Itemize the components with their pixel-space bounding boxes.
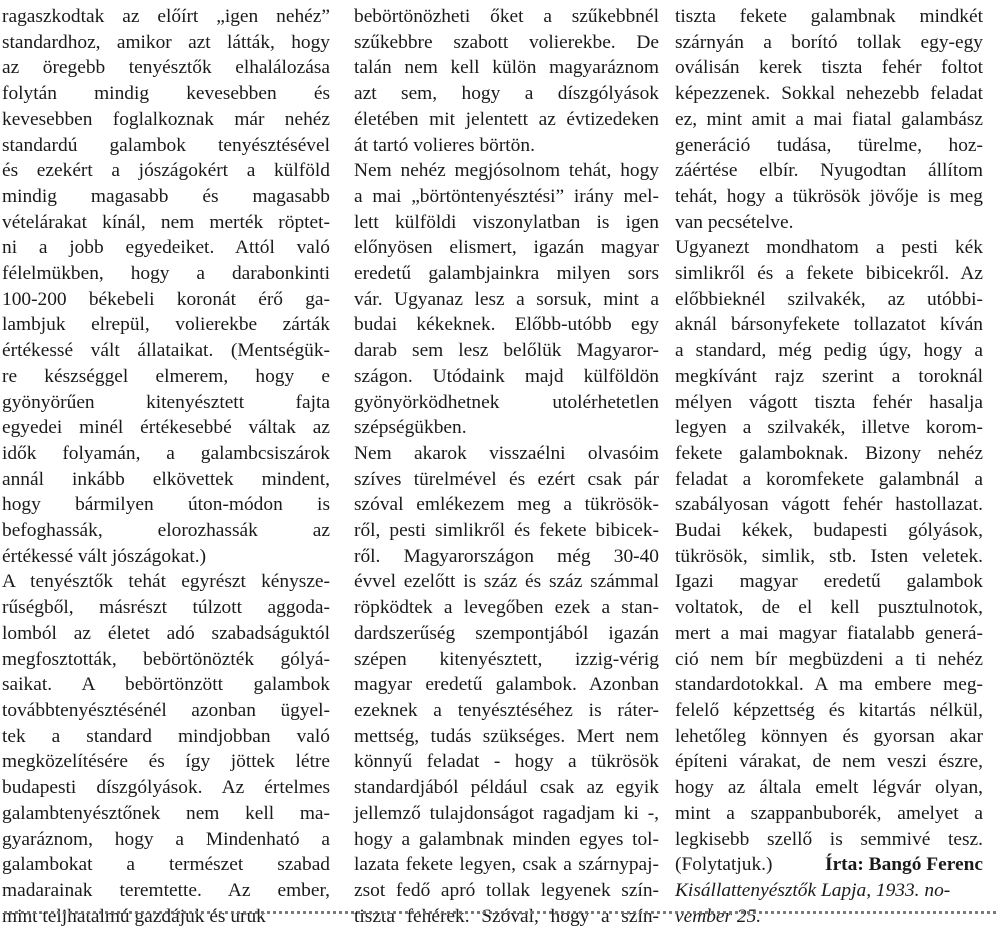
text-line: fekete galamboknak. Bizony nehéz bbox=[675, 442, 983, 464]
text-line: szóval emlékezem meg a tükrösök- bbox=[354, 494, 659, 516]
text-line: megkívánt rajz szerint a toroknál bbox=[675, 365, 983, 387]
text-line: könnyű feladat - hogy a tükrösök bbox=[354, 751, 659, 773]
text-line: szíves türelmével és ezért csak pár bbox=[354, 468, 659, 490]
text-line: jellemző tulajdonságot ragadjam ki -, bbox=[354, 802, 659, 824]
text-line: továbbtenyésztésénél azonban ügyel- bbox=[2, 699, 330, 721]
text-line: képezzenek. Sokkal nehezebb feladat bbox=[675, 83, 983, 105]
bottom-dotted-divider bbox=[4, 911, 996, 914]
article-column-1 bbox=[2, 4, 330, 929]
text-line: kevesebben foglalkoznak már nehéz bbox=[2, 108, 330, 130]
text-line: mélyen vágott tiszta fehér hasalja bbox=[675, 391, 983, 413]
text-line: előbbieknél szilvakék, az utóbbi- bbox=[675, 288, 983, 310]
text-line: tehát, hogy a tükrösök jövője is meg bbox=[675, 185, 983, 207]
text-line: tiszta fekete galambnak mindkét bbox=[675, 6, 983, 27]
text-line: standardú galambok tenyésztésével bbox=[2, 134, 330, 156]
text-line: a mai „börtöntenyésztési” irány mel- bbox=[354, 185, 659, 207]
text-line: szabályosan vágott fehér hastollazat. bbox=[675, 494, 983, 516]
text-line: szépségükben. bbox=[354, 417, 467, 439]
text-line: Budai kékek, budapesti gólyások, bbox=[675, 520, 983, 542]
text-line: annál inkább elkövettek mindent, bbox=[2, 468, 330, 490]
text-line: megfosztották, bebörtönözték gólyá- bbox=[2, 648, 330, 670]
source-citation-line-2: vember 25. bbox=[675, 905, 762, 927]
text-line: hogy bármilyen úton-módon is bbox=[2, 494, 330, 516]
text-line: Ugyanezt mondhatom a pesti kék bbox=[675, 237, 983, 259]
text-line: ezeknek a tenyésztéséhez is ráter- bbox=[354, 699, 659, 721]
text-line: tükrösök, simlik, stb. Isten veletek. bbox=[675, 545, 983, 567]
text-line: voltatok, de el kell pusztulnotok, bbox=[675, 597, 983, 619]
text-line: építeni várakat, de nem veszi észre, bbox=[675, 751, 983, 773]
text-line: mint teljhatalmú gazdájuk és uruk bbox=[2, 905, 266, 927]
text-line: vár. Ugyanaz lesz a sorsuk, mint a bbox=[354, 288, 659, 310]
text-line: szárnyán a borító tollak egy-egy bbox=[675, 31, 983, 53]
text-line: legkisebb szellő is semmivé tesz. bbox=[675, 828, 983, 850]
text-line: Igazi magyar eredetű galambok bbox=[675, 571, 983, 593]
text-line: galambokat a természet szabad bbox=[2, 854, 330, 876]
text-line: A tenyésztők tehát egyrészt kénysze- bbox=[2, 571, 330, 593]
text-line: egyedei minél értékesebbé váltak az bbox=[2, 417, 330, 439]
text-line: az öregebb tenyésztők elhalálozása bbox=[2, 57, 330, 79]
text-line: mindig magasabb és magasabb bbox=[2, 185, 330, 207]
text-line: mert a mai magyar fiatalabb generá- bbox=[675, 622, 983, 644]
text-line: lehetőleg könnyen és gyorsan akar bbox=[675, 725, 983, 747]
text-line: bebörtönözheti őket a szűkebbnél bbox=[354, 6, 659, 27]
text-line: generáció tudása, türelme, hoz- bbox=[675, 134, 983, 156]
text-line: talán nem kell külön magyaráznom bbox=[354, 57, 659, 79]
text-line: felelő képzettség és kitartás nélkül, bbox=[675, 699, 983, 721]
text-line: ragaszkodtak az előírt „igen nehéz” bbox=[2, 6, 330, 27]
author-credit: Írta: Bangó Ferenc bbox=[825, 854, 983, 876]
text-line: Nem nehéz megjósolnom tehát, hogy bbox=[354, 160, 659, 182]
text-line: folytán mindig kevesebben és bbox=[2, 83, 330, 105]
text-line: lett külföldi viszonylatban is igen bbox=[354, 211, 659, 233]
source-citation-line-1: Kisállattenyésztők Lapja, 1933. no- bbox=[675, 879, 951, 901]
text-line: és ezekért a jószágokért a külföld bbox=[2, 160, 330, 182]
text-line: dardszerűség szempontjából igazán bbox=[354, 622, 659, 644]
text-line: vételárakat kínál, nem merték röptet- bbox=[2, 211, 330, 233]
text-line: értékessé vált jószágokat.) bbox=[2, 545, 207, 567]
continued-note: (Folytatjuk.) bbox=[675, 854, 773, 876]
text-line: ről, pesti simlikről és fekete bibicek- bbox=[354, 520, 659, 542]
text-line: magyar eredetű galambok. Azonban bbox=[354, 674, 659, 696]
text-line: saikat. A bebörtönzött galambok bbox=[2, 674, 330, 696]
text-line: röpködtek a levegőben ezek a stan- bbox=[354, 597, 659, 619]
text-line: befoghassák, elorozhassák az bbox=[2, 520, 330, 542]
text-line: előnyösen elismert, igazán magyar bbox=[354, 237, 659, 259]
text-line: azt sem, hogy a díszgólyások bbox=[354, 83, 659, 105]
text-line: ni a jobb egyedeiket. Attól való bbox=[2, 237, 330, 259]
text-line: 100-200 békebeli koronát érő ga- bbox=[2, 288, 330, 310]
text-line: idők folyamán, a galambcsiszárok bbox=[2, 442, 330, 464]
text-line: szépen kitenyésztett, izzig-vérig bbox=[354, 648, 659, 670]
text-line: rűségből, másrészt túlzott aggoda- bbox=[2, 597, 330, 619]
text-line: megközelítésére és így jöttek létre bbox=[2, 751, 330, 773]
text-line: át tartó volieres börtön. bbox=[354, 134, 535, 156]
text-line: legyen a szilvakék, illetve korom- bbox=[675, 417, 983, 439]
text-line: évvel ezelőtt is száz és száz számmal bbox=[354, 571, 659, 593]
article-column-3-body bbox=[675, 4, 983, 852]
text-line: oválisán kerek tiszta fehér foltot bbox=[675, 57, 983, 79]
text-line: szágon. Utódaink majd külföldön bbox=[354, 365, 659, 387]
text-line: a standard, még pedig úgy, hogy a bbox=[675, 340, 983, 362]
text-line: aknál bársonyfekete tollazatot kíván bbox=[675, 314, 983, 336]
text-line: gyönyörködhetnek utolérhetetlen bbox=[354, 391, 659, 413]
text-line: madarainak teremtette. Az ember, bbox=[2, 879, 330, 901]
text-line: mint a szappanbuborék, amelyet a bbox=[675, 802, 983, 824]
text-line: lambjuk elrepül, volierekbe zárták bbox=[2, 314, 330, 336]
text-line: standardotokkal. A ma embere meg- bbox=[675, 674, 983, 696]
text-line: budapesti díszgólyások. Az értelmes bbox=[2, 777, 330, 799]
text-line: mettség, tudás szükséges. Mert nem bbox=[354, 725, 659, 747]
text-line: félelmükben, hogy a darabonkinti bbox=[2, 263, 330, 285]
text-line: ció nem bír megbüzdeni a ti nehéz bbox=[675, 648, 983, 670]
text-line: lomból az életet adó szabadságuktól bbox=[2, 622, 330, 644]
text-line: eredetű galambjainkra milyen sors bbox=[354, 263, 659, 285]
text-line: hogy a galambnak minden egyes tol- bbox=[354, 828, 659, 850]
text-line: van pecsételve. bbox=[675, 211, 794, 233]
text-line: lazata fekete legyen, csak a szárnypaj- bbox=[354, 854, 659, 876]
text-line: szűkebbre szabott volierekbe. De bbox=[354, 31, 659, 53]
text-line: standardjából például csak az egyik bbox=[354, 777, 659, 799]
text-line: simlikről és a fekete bibicekről. Az bbox=[675, 263, 983, 285]
text-line: ről. Magyarországon még 30-40 bbox=[354, 545, 659, 567]
text-line: záértése elbír. Nyugodtan állítom bbox=[675, 160, 983, 182]
text-line: hogy az általa emelt légvár olyan, bbox=[675, 777, 983, 799]
text-line: feladat a koromfekete galambnál a bbox=[675, 468, 983, 490]
text-line: re készséggel elmerem, hogy e bbox=[2, 365, 330, 387]
text-line: értékessé vált állataikat. (Mentségük- bbox=[2, 340, 330, 362]
text-line: galambtenyésztőnek nem kell ma- bbox=[2, 802, 330, 824]
text-line: ez, mint amit a mai fiatal galambász bbox=[675, 108, 983, 130]
text-line: standardhoz, amikor azt látták, hogy bbox=[2, 31, 330, 53]
text-line: darab sem lesz belőlük Magyaror- bbox=[354, 340, 659, 362]
text-line: tek a standard mindjobban való bbox=[2, 725, 330, 747]
text-line: budai kékeknek. Előbb-utóbb egy bbox=[354, 314, 659, 336]
article-byline bbox=[675, 852, 983, 878]
article-column-2 bbox=[354, 4, 659, 929]
text-line: Nem akarok visszaélni olvasóim bbox=[354, 442, 659, 464]
text-line: tiszta fehérek. Szóval, hogy a szín- bbox=[354, 905, 659, 927]
article-column-3 bbox=[675, 4, 983, 929]
text-line: életében mit jelentett az évtizedeken bbox=[354, 108, 659, 130]
text-line: gyönyörűen kitenyésztett fajta bbox=[2, 391, 330, 413]
text-line: gyaráznom, hogy a Mindenható a bbox=[2, 828, 330, 850]
text-line: zsot fedő apró tollak legyenek szín- bbox=[354, 879, 659, 901]
